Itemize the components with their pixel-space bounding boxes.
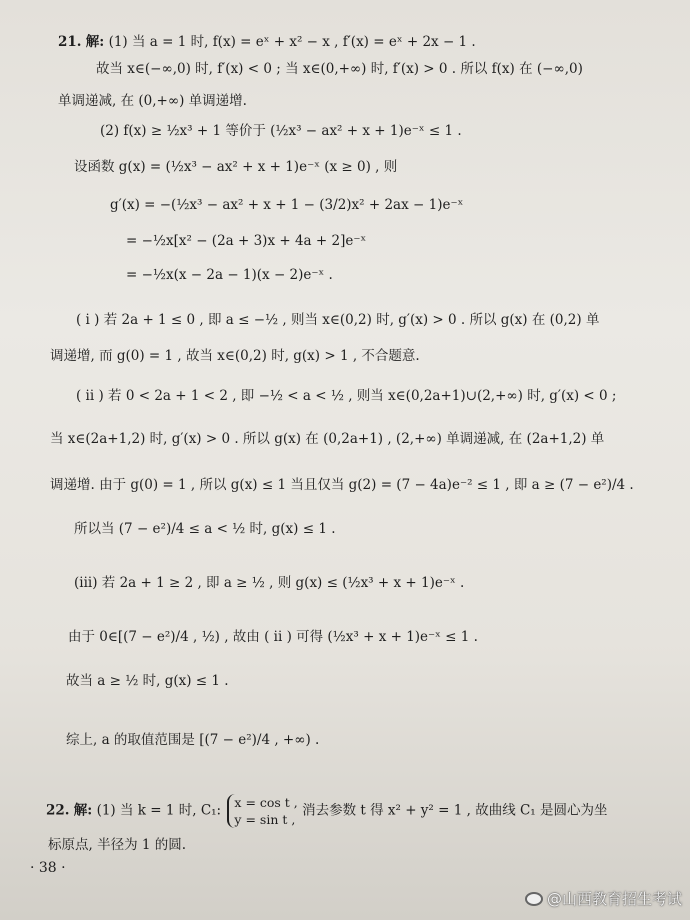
- watermark-text: @山西教育招生考试: [546, 890, 682, 908]
- parametric-system: [227, 794, 297, 828]
- q21-part2-line3: g′(x) = −(½x³ − ax² + x + 1 − (3/2)x² + 2ax − 1)e⁻ˣ: [110, 197, 464, 213]
- q21-part2-line5: = −½x(x − 2a − 1)(x − 2)e⁻ˣ .: [126, 267, 333, 283]
- q21-case2-line2: 当 x∈(2a+1,2) 时, g′(x) > 0 . 所以 g(x) 在 (0,2a+1) , (2,+∞) 单调递减, 在 (2a+1,2) 单: [50, 431, 605, 447]
- q21-case2-line1: ( ii ) 若 0 < 2a + 1 < 2 , 即 −½ < a < ½ , 则当 x∈(0,2a+1)∪(2,+∞) 时, g′(x) < 0 ;: [76, 388, 617, 404]
- parametric-x: x = cos t ,: [234, 795, 298, 810]
- weibo-logo-icon: [525, 892, 543, 906]
- q21-part1-line3: 单调递减, 在 (0,+∞) 单调递增.: [58, 93, 247, 109]
- q21-part1-line2: 故当 x∈(−∞,0) 时, f′(x) < 0 ; 当 x∈(0,+∞) 时, f′(x) > 0 . 所以 f(x) 在 (−∞,0): [96, 61, 583, 77]
- q22-line-2: 标原点, 半径为 1 的圆.: [48, 837, 187, 853]
- q21-part1-line1: (1) 当 a = 1 时, f(x) = eˣ + x² − x , f′(x) = eˣ + 2x − 1 .: [108, 34, 476, 50]
- q21-part2-line2: 设函数 g(x) = (½x³ − ax² + x + 1)e⁻ˣ (x ≥ 0) , 则: [74, 159, 398, 175]
- q21-part2-line1: (2) f(x) ≥ ½x³ + 1 等价于 (½x³ − ax² + x + 1)e⁻ˣ ≤ 1 .: [100, 123, 462, 139]
- q22-part1-result: 消去参数 t 得 x² + y² = 1 , 故曲线 C₁ 是圆心为坐: [302, 802, 608, 819]
- q21-case1-line2: 调递增, 而 g(0) = 1 , 故当 x∈(0,2) 时, g(x) > 1 , 不合题意.: [50, 348, 420, 364]
- q21-case3-line2: 由于 0∈[(7 − e²)/4 , ½) , 故由 ( ii ) 可得 (½x³ + x + 1)e⁻ˣ ≤ 1 .: [68, 629, 478, 645]
- parametric-y: y = sin t ,: [234, 812, 296, 827]
- watermark: [525, 888, 682, 909]
- q21-case1-line1: ( i ) 若 2a + 1 ≤ 0 , 即 a ≤ −½ , 则当 x∈(0,2) 时, g′(x) > 0 . 所以 g(x) 在 (0,2) 单: [76, 312, 600, 328]
- q22-number: 22.: [46, 802, 70, 819]
- q21-line-1: [58, 33, 476, 51]
- q22-header: 解:: [73, 802, 93, 819]
- q21-case3-line1: (iii) 若 2a + 1 ≥ 2 , 即 a ≥ ½ , 则 g(x) ≤ (½x³ + x + 1)e⁻ˣ .: [74, 575, 465, 591]
- page-number: · 38 ·: [30, 860, 66, 876]
- q21-part2-line4: = −½x[x² − (2a + 3)x + 4a + 2]e⁻ˣ: [126, 233, 367, 249]
- q21-header: 解:: [85, 34, 105, 50]
- q22-part1-lead: (1) 当 k = 1 时, C₁:: [96, 802, 222, 819]
- q22-line-1: [46, 794, 608, 828]
- q21-case2-line3: 调递增. 由于 g(0) = 1 , 所以 g(x) ≤ 1 当且仅当 g(2) = (7 − 4a)e⁻² ≤ 1 , 即 a ≥ (7 − e²)/4 .: [50, 477, 634, 493]
- q21-case3-line3: 故当 a ≥ ½ 时, g(x) ≤ 1 .: [66, 673, 229, 689]
- q21-number: 21.: [58, 34, 82, 50]
- q21-case2-line4: 所以当 (7 − e²)/4 ≤ a < ½ 时, g(x) ≤ 1 .: [74, 521, 336, 537]
- q21-conclusion: 综上, a 的取值范围是 [(7 − e²)/4 , +∞) .: [66, 732, 320, 748]
